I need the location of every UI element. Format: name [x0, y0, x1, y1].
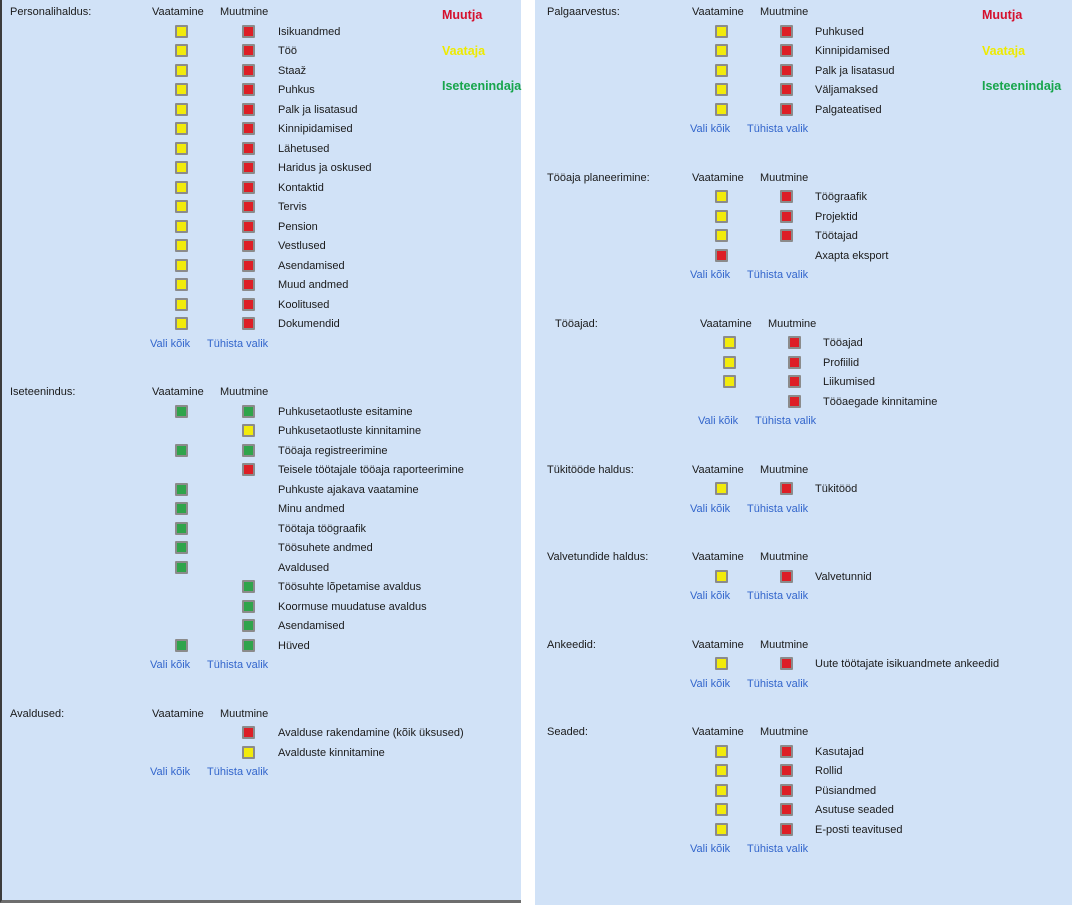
permission-row	[2, 617, 521, 637]
view-checkbox[interactable]	[175, 444, 188, 457]
row-label: Teisele töötajale tööaja raporteerimine	[278, 464, 464, 476]
section-seaded	[535, 723, 1072, 860]
edit-checkbox[interactable]	[788, 375, 801, 388]
edit-checkbox[interactable]	[242, 746, 255, 759]
section-title: Iseteenindus:	[10, 386, 76, 398]
row-label: Palk ja lisatasud	[815, 64, 895, 77]
permission-row	[535, 762, 1072, 782]
view-checkbox[interactable]	[715, 823, 728, 836]
row-label: Töösuhte lõpetamise avaldus	[278, 581, 422, 593]
permission-row	[2, 403, 521, 423]
permission-row	[2, 461, 521, 481]
edit-checkbox[interactable]	[780, 482, 793, 495]
clear-selection-link[interactable]: Tühista valik	[207, 337, 269, 350]
view-checkbox[interactable]	[715, 482, 728, 495]
permission-row	[543, 334, 1072, 354]
section-tooajad	[543, 315, 1072, 432]
select-all-link[interactable]: Vali kõik	[690, 123, 731, 135]
view-checkbox[interactable]	[715, 210, 728, 223]
permission-row	[2, 276, 521, 296]
permission-row	[2, 724, 521, 744]
view-checkbox[interactable]	[175, 278, 188, 291]
edit-checkbox[interactable]	[780, 44, 793, 57]
select-all-link[interactable]: Vali kõik	[150, 659, 191, 671]
row-label: Avaldused	[278, 561, 330, 574]
permission-row	[535, 743, 1072, 763]
row-label: Asendamised	[278, 259, 345, 272]
clear-selection-link[interactable]: Tühista valik	[747, 590, 809, 602]
row-label: Lähetused	[278, 142, 330, 155]
view-checkbox[interactable]	[715, 657, 728, 670]
row-label: Vestlused	[278, 240, 326, 252]
view-checkbox[interactable]	[175, 220, 188, 233]
select-all-link[interactable]: Vali kõik	[690, 269, 731, 281]
row-label: Kontaktid	[278, 181, 324, 194]
column-header-muutmine: Muutmine	[760, 726, 809, 738]
column-header-vaatamine: Vaatamine	[692, 551, 744, 563]
view-checkbox[interactable]	[175, 502, 188, 515]
row-label: Koolitused	[278, 298, 330, 311]
section-links-row	[535, 675, 1072, 695]
permission-row	[2, 159, 521, 179]
section-valvetundide-haldus	[535, 548, 1072, 607]
view-checkbox[interactable]	[723, 356, 736, 369]
view-checkbox[interactable]	[715, 745, 728, 758]
permission-row	[2, 422, 521, 442]
view-checkbox[interactable]	[175, 44, 188, 57]
section-tooaja-planeerimine	[535, 169, 1072, 286]
permission-row	[535, 821, 1072, 841]
edit-checkbox[interactable]	[788, 356, 801, 369]
select-all-link[interactable]: Vali kõik	[698, 415, 739, 427]
column-header-vaatamine: Vaatamine	[692, 463, 744, 476]
section-header-row	[2, 383, 521, 403]
edit-checkbox[interactable]	[242, 317, 255, 330]
view-checkbox[interactable]	[175, 161, 188, 174]
permission-row	[2, 198, 521, 218]
view-checkbox[interactable]	[175, 405, 188, 418]
view-checkbox[interactable]	[175, 83, 188, 96]
clear-selection-link[interactable]: Tühista valik	[747, 843, 809, 855]
permission-row	[535, 480, 1072, 500]
permission-row	[535, 782, 1072, 802]
section-header-row	[535, 169, 1072, 189]
row-label: Püsiandmed	[815, 784, 877, 797]
permission-row	[535, 655, 1072, 675]
row-label: Staaž	[278, 64, 307, 77]
edit-checkbox[interactable]	[242, 200, 255, 213]
permissions-panel-left	[0, 0, 521, 903]
edit-checkbox[interactable]	[242, 44, 255, 57]
view-checkbox[interactable]	[175, 317, 188, 330]
section-title: Tööaja planeerimine:	[547, 171, 650, 184]
legend-item-muutja: Muutja	[442, 8, 483, 22]
section-header-row	[535, 636, 1072, 656]
column-header-vaatamine: Vaatamine	[152, 6, 204, 18]
section-title: Seaded:	[547, 726, 588, 738]
permission-row	[535, 801, 1072, 821]
permission-row	[2, 218, 521, 238]
edit-checkbox[interactable]	[242, 580, 255, 593]
row-label: Tervis	[278, 201, 307, 213]
column-header-muutmine: Muutmine	[760, 6, 809, 18]
edit-checkbox[interactable]	[780, 103, 793, 116]
section-links-row	[2, 335, 521, 355]
section-header-row	[543, 315, 1072, 335]
column-header-muutmine: Muutmine	[220, 386, 269, 398]
permission-row	[543, 354, 1072, 374]
view-checkbox[interactable]	[715, 570, 728, 583]
permissions-panel-right	[535, 0, 1072, 905]
permission-row	[2, 101, 521, 121]
section-links-row	[535, 120, 1072, 140]
edit-checkbox[interactable]	[780, 803, 793, 816]
view-checkbox[interactable]	[715, 249, 728, 262]
section-avaldused	[2, 705, 521, 783]
permission-row	[2, 481, 521, 501]
row-label: Väljamaksed	[815, 84, 878, 96]
permission-row	[543, 373, 1072, 393]
column-header-muutmine: Muutmine	[760, 463, 809, 476]
section-header-row	[2, 705, 521, 725]
permission-row	[2, 744, 521, 764]
legend-item-muutja: Muutja	[982, 8, 1023, 22]
edit-checkbox[interactable]	[780, 570, 793, 583]
row-label: Axapta eksport	[815, 249, 889, 262]
section-title: Avaldused:	[10, 707, 65, 720]
select-all-link[interactable]: Vali kõik	[150, 337, 191, 350]
section-header-row	[535, 723, 1072, 743]
view-checkbox[interactable]	[175, 298, 188, 311]
edit-checkbox[interactable]	[780, 83, 793, 96]
legend-item-iseteenindaja: Iseteenindaja	[442, 79, 522, 93]
section-links-row	[2, 763, 521, 783]
view-checkbox[interactable]	[715, 803, 728, 816]
edit-checkbox[interactable]	[242, 278, 255, 291]
column-header-muutmine: Muutmine	[760, 171, 809, 184]
view-checkbox[interactable]	[715, 44, 728, 57]
row-label: Tööajad	[823, 337, 863, 349]
section-palgaarvestus	[535, 3, 1072, 140]
column-header-muutmine: Muutmine	[220, 707, 269, 720]
permission-row	[2, 559, 521, 579]
row-label: Uute töötajate isikuandmete ankeedid	[815, 658, 1000, 670]
row-label: Valvetunnid	[815, 570, 872, 583]
column-header-muutmine: Muutmine	[768, 317, 817, 330]
row-label: Projektid	[815, 210, 858, 223]
clear-selection-link[interactable]: Tühista valik	[747, 677, 809, 690]
section-links-row	[535, 500, 1072, 520]
row-label: Kasutajad	[815, 745, 864, 758]
view-checkbox[interactable]	[715, 764, 728, 777]
view-checkbox[interactable]	[715, 784, 728, 797]
row-label: Liikumised	[823, 376, 875, 388]
legend-item-vaataja: Vaataja	[982, 43, 1026, 58]
row-label: Töötaja töögraafik	[278, 522, 367, 535]
permission-row	[535, 188, 1072, 208]
column-header-vaatamine: Vaatamine	[692, 726, 744, 738]
row-label: Puhkuste ajakava vaatamine	[278, 483, 419, 496]
permission-row	[543, 393, 1072, 413]
edit-checkbox[interactable]	[788, 395, 801, 408]
legend-item-vaataja: Vaataja	[442, 43, 486, 58]
row-label: Muud andmed	[278, 279, 349, 291]
view-checkbox[interactable]	[715, 229, 728, 242]
permission-row	[2, 500, 521, 520]
row-label: Avalduste kinnitamine	[278, 746, 385, 759]
select-all-link[interactable]: Vali kõik	[690, 502, 731, 515]
view-checkbox[interactable]	[175, 181, 188, 194]
edit-checkbox[interactable]	[242, 639, 255, 652]
row-label: Palk ja lisatasud	[278, 103, 358, 116]
row-label: Tööaegade kinnitamine	[823, 395, 938, 408]
row-label: Isikuandmed	[278, 25, 341, 38]
row-label: Dokumendid	[278, 318, 340, 330]
permission-row	[2, 637, 521, 657]
permission-row	[2, 442, 521, 462]
permission-row	[535, 23, 1072, 43]
view-checkbox[interactable]	[175, 64, 188, 77]
row-label: Minu andmed	[278, 503, 345, 515]
edit-checkbox[interactable]	[242, 463, 255, 476]
permission-row	[2, 140, 521, 160]
column-header-vaatamine: Vaatamine	[152, 386, 204, 398]
row-label: Rollid	[815, 765, 843, 777]
section-links-row	[2, 656, 521, 676]
section-links-row	[535, 587, 1072, 607]
row-label: Profiilid	[823, 356, 860, 369]
section-tukitoode-haldus	[535, 461, 1072, 520]
permission-row	[2, 296, 521, 316]
view-checkbox[interactable]	[723, 375, 736, 388]
edit-checkbox[interactable]	[242, 239, 255, 252]
select-all-link[interactable]: Vali kõik	[150, 766, 191, 778]
permission-row	[2, 237, 521, 257]
edit-checkbox[interactable]	[780, 229, 793, 242]
view-checkbox[interactable]	[175, 142, 188, 155]
column-header-vaatamine: Vaatamine	[692, 6, 744, 18]
row-label: Puhkusetaotluste kinnitamine	[278, 425, 422, 437]
section-links-row	[535, 266, 1072, 286]
permission-row	[535, 101, 1072, 121]
edit-checkbox[interactable]	[242, 122, 255, 135]
view-checkbox[interactable]	[175, 122, 188, 135]
edit-checkbox[interactable]	[242, 64, 255, 77]
section-title: Palgaarvestus:	[547, 6, 620, 18]
edit-checkbox[interactable]	[242, 83, 255, 96]
clear-selection-link[interactable]: Tühista valik	[747, 269, 809, 281]
view-checkbox[interactable]	[175, 200, 188, 213]
edit-checkbox[interactable]	[780, 764, 793, 777]
column-header-muutmine: Muutmine	[760, 551, 809, 563]
permission-row	[2, 598, 521, 618]
row-label: Asutuse seaded	[815, 804, 894, 816]
permission-row	[535, 227, 1072, 247]
clear-selection-link[interactable]: Tühista valik	[207, 766, 269, 778]
row-label: E-posti teavitused	[815, 823, 903, 836]
row-label: Avalduse rakendamine (kõik üksused)	[278, 727, 464, 739]
permission-row	[2, 539, 521, 559]
edit-checkbox[interactable]	[788, 336, 801, 349]
row-label: Asendamised	[278, 620, 345, 632]
edit-checkbox[interactable]	[242, 726, 255, 739]
permission-row	[2, 179, 521, 199]
permission-row	[2, 23, 521, 43]
edit-checkbox[interactable]	[780, 745, 793, 758]
column-header-vaatamine: Vaatamine	[692, 171, 744, 184]
row-label: Puhkusetaotluste esitamine	[278, 405, 413, 418]
view-checkbox[interactable]	[175, 103, 188, 116]
edit-checkbox[interactable]	[780, 657, 793, 670]
column-header-vaatamine: Vaatamine	[692, 638, 744, 651]
select-all-link[interactable]: Vali kõik	[690, 590, 731, 602]
view-checkbox[interactable]	[175, 483, 188, 496]
row-label: Puhkused	[815, 25, 864, 38]
section-title: Tööajad:	[555, 317, 598, 330]
edit-checkbox[interactable]	[242, 444, 255, 457]
section-links-row	[543, 412, 1072, 432]
section-ankeedid	[535, 636, 1072, 695]
legend-item-iseteenindaja: Iseteenindaja	[982, 79, 1062, 93]
view-checkbox[interactable]	[175, 259, 188, 272]
permission-row	[2, 315, 521, 335]
row-label: Töögraafik	[815, 191, 867, 203]
select-all-link[interactable]: Vali kõik	[690, 677, 731, 690]
column-header-vaatamine: Vaatamine	[700, 317, 752, 330]
row-label: Töösuhete andmed	[278, 542, 373, 554]
edit-checkbox[interactable]	[780, 190, 793, 203]
edit-checkbox[interactable]	[242, 619, 255, 632]
panel-right-content	[535, 0, 1072, 908]
section-header-row	[535, 548, 1072, 568]
edit-checkbox[interactable]	[242, 220, 255, 233]
edit-checkbox[interactable]	[242, 600, 255, 613]
row-label: Hüved	[278, 639, 310, 652]
edit-checkbox[interactable]	[242, 181, 255, 194]
edit-checkbox[interactable]	[242, 259, 255, 272]
view-checkbox[interactable]	[723, 336, 736, 349]
edit-checkbox[interactable]	[242, 25, 255, 38]
clear-selection-link[interactable]: Tühista valik	[747, 502, 809, 515]
column-header-vaatamine: Vaatamine	[152, 707, 204, 720]
row-label: Palgateatised	[815, 103, 882, 116]
edit-checkbox[interactable]	[242, 103, 255, 116]
view-checkbox[interactable]	[175, 541, 188, 554]
view-checkbox[interactable]	[715, 64, 728, 77]
edit-checkbox[interactable]	[780, 25, 793, 38]
view-checkbox[interactable]	[175, 25, 188, 38]
edit-checkbox[interactable]	[780, 823, 793, 836]
section-title: Valvetundide haldus:	[547, 551, 649, 563]
view-checkbox[interactable]	[175, 239, 188, 252]
view-checkbox[interactable]	[715, 103, 728, 116]
view-checkbox[interactable]	[715, 190, 728, 203]
edit-checkbox[interactable]	[242, 161, 255, 174]
row-label: Kinnipidamised	[278, 123, 353, 135]
edit-checkbox[interactable]	[780, 784, 793, 797]
view-checkbox[interactable]	[175, 522, 188, 535]
edit-checkbox[interactable]	[242, 298, 255, 311]
permission-row	[535, 208, 1072, 228]
edit-checkbox[interactable]	[242, 142, 255, 155]
section-title: Tükitööde haldus:	[547, 463, 634, 476]
permission-row	[2, 120, 521, 140]
view-checkbox[interactable]	[715, 25, 728, 38]
select-all-link[interactable]: Vali kõik	[690, 843, 731, 855]
edit-checkbox[interactable]	[242, 424, 255, 437]
edit-checkbox[interactable]	[242, 405, 255, 418]
column-header-muutmine: Muutmine	[220, 6, 269, 18]
row-label: Koormuse muudatuse avaldus	[278, 600, 427, 613]
clear-selection-link[interactable]: Tühista valik	[755, 415, 817, 427]
row-label: Töö	[278, 45, 297, 57]
permission-row	[535, 568, 1072, 588]
column-header-muutmine: Muutmine	[760, 638, 809, 651]
section-links-row	[535, 840, 1072, 860]
permission-row	[2, 578, 521, 598]
permission-row	[2, 257, 521, 277]
clear-selection-link[interactable]: Tühista valik	[207, 659, 269, 671]
panel-left-content	[2, 0, 521, 903]
row-label: Tööaja registreerimine	[278, 444, 388, 457]
section-title: Ankeedid:	[547, 638, 596, 651]
permission-row	[535, 247, 1072, 267]
row-label: Tükitööd	[815, 483, 858, 495]
row-label: Kinnipidamised	[815, 45, 890, 57]
section-header-row	[535, 461, 1072, 481]
row-label: Pension	[278, 220, 318, 233]
edit-checkbox[interactable]	[780, 210, 793, 223]
clear-selection-link[interactable]: Tühista valik	[747, 123, 809, 135]
view-checkbox[interactable]	[715, 83, 728, 96]
edit-checkbox[interactable]	[780, 64, 793, 77]
section-iseteenindus	[2, 383, 521, 676]
row-label: Puhkus	[278, 84, 315, 96]
section-title: Personalihaldus:	[10, 6, 92, 18]
row-label: Töötajad	[815, 230, 858, 242]
view-checkbox[interactable]	[175, 639, 188, 652]
permission-row	[2, 520, 521, 540]
view-checkbox[interactable]	[175, 561, 188, 574]
row-label: Haridus ja oskused	[278, 162, 372, 174]
